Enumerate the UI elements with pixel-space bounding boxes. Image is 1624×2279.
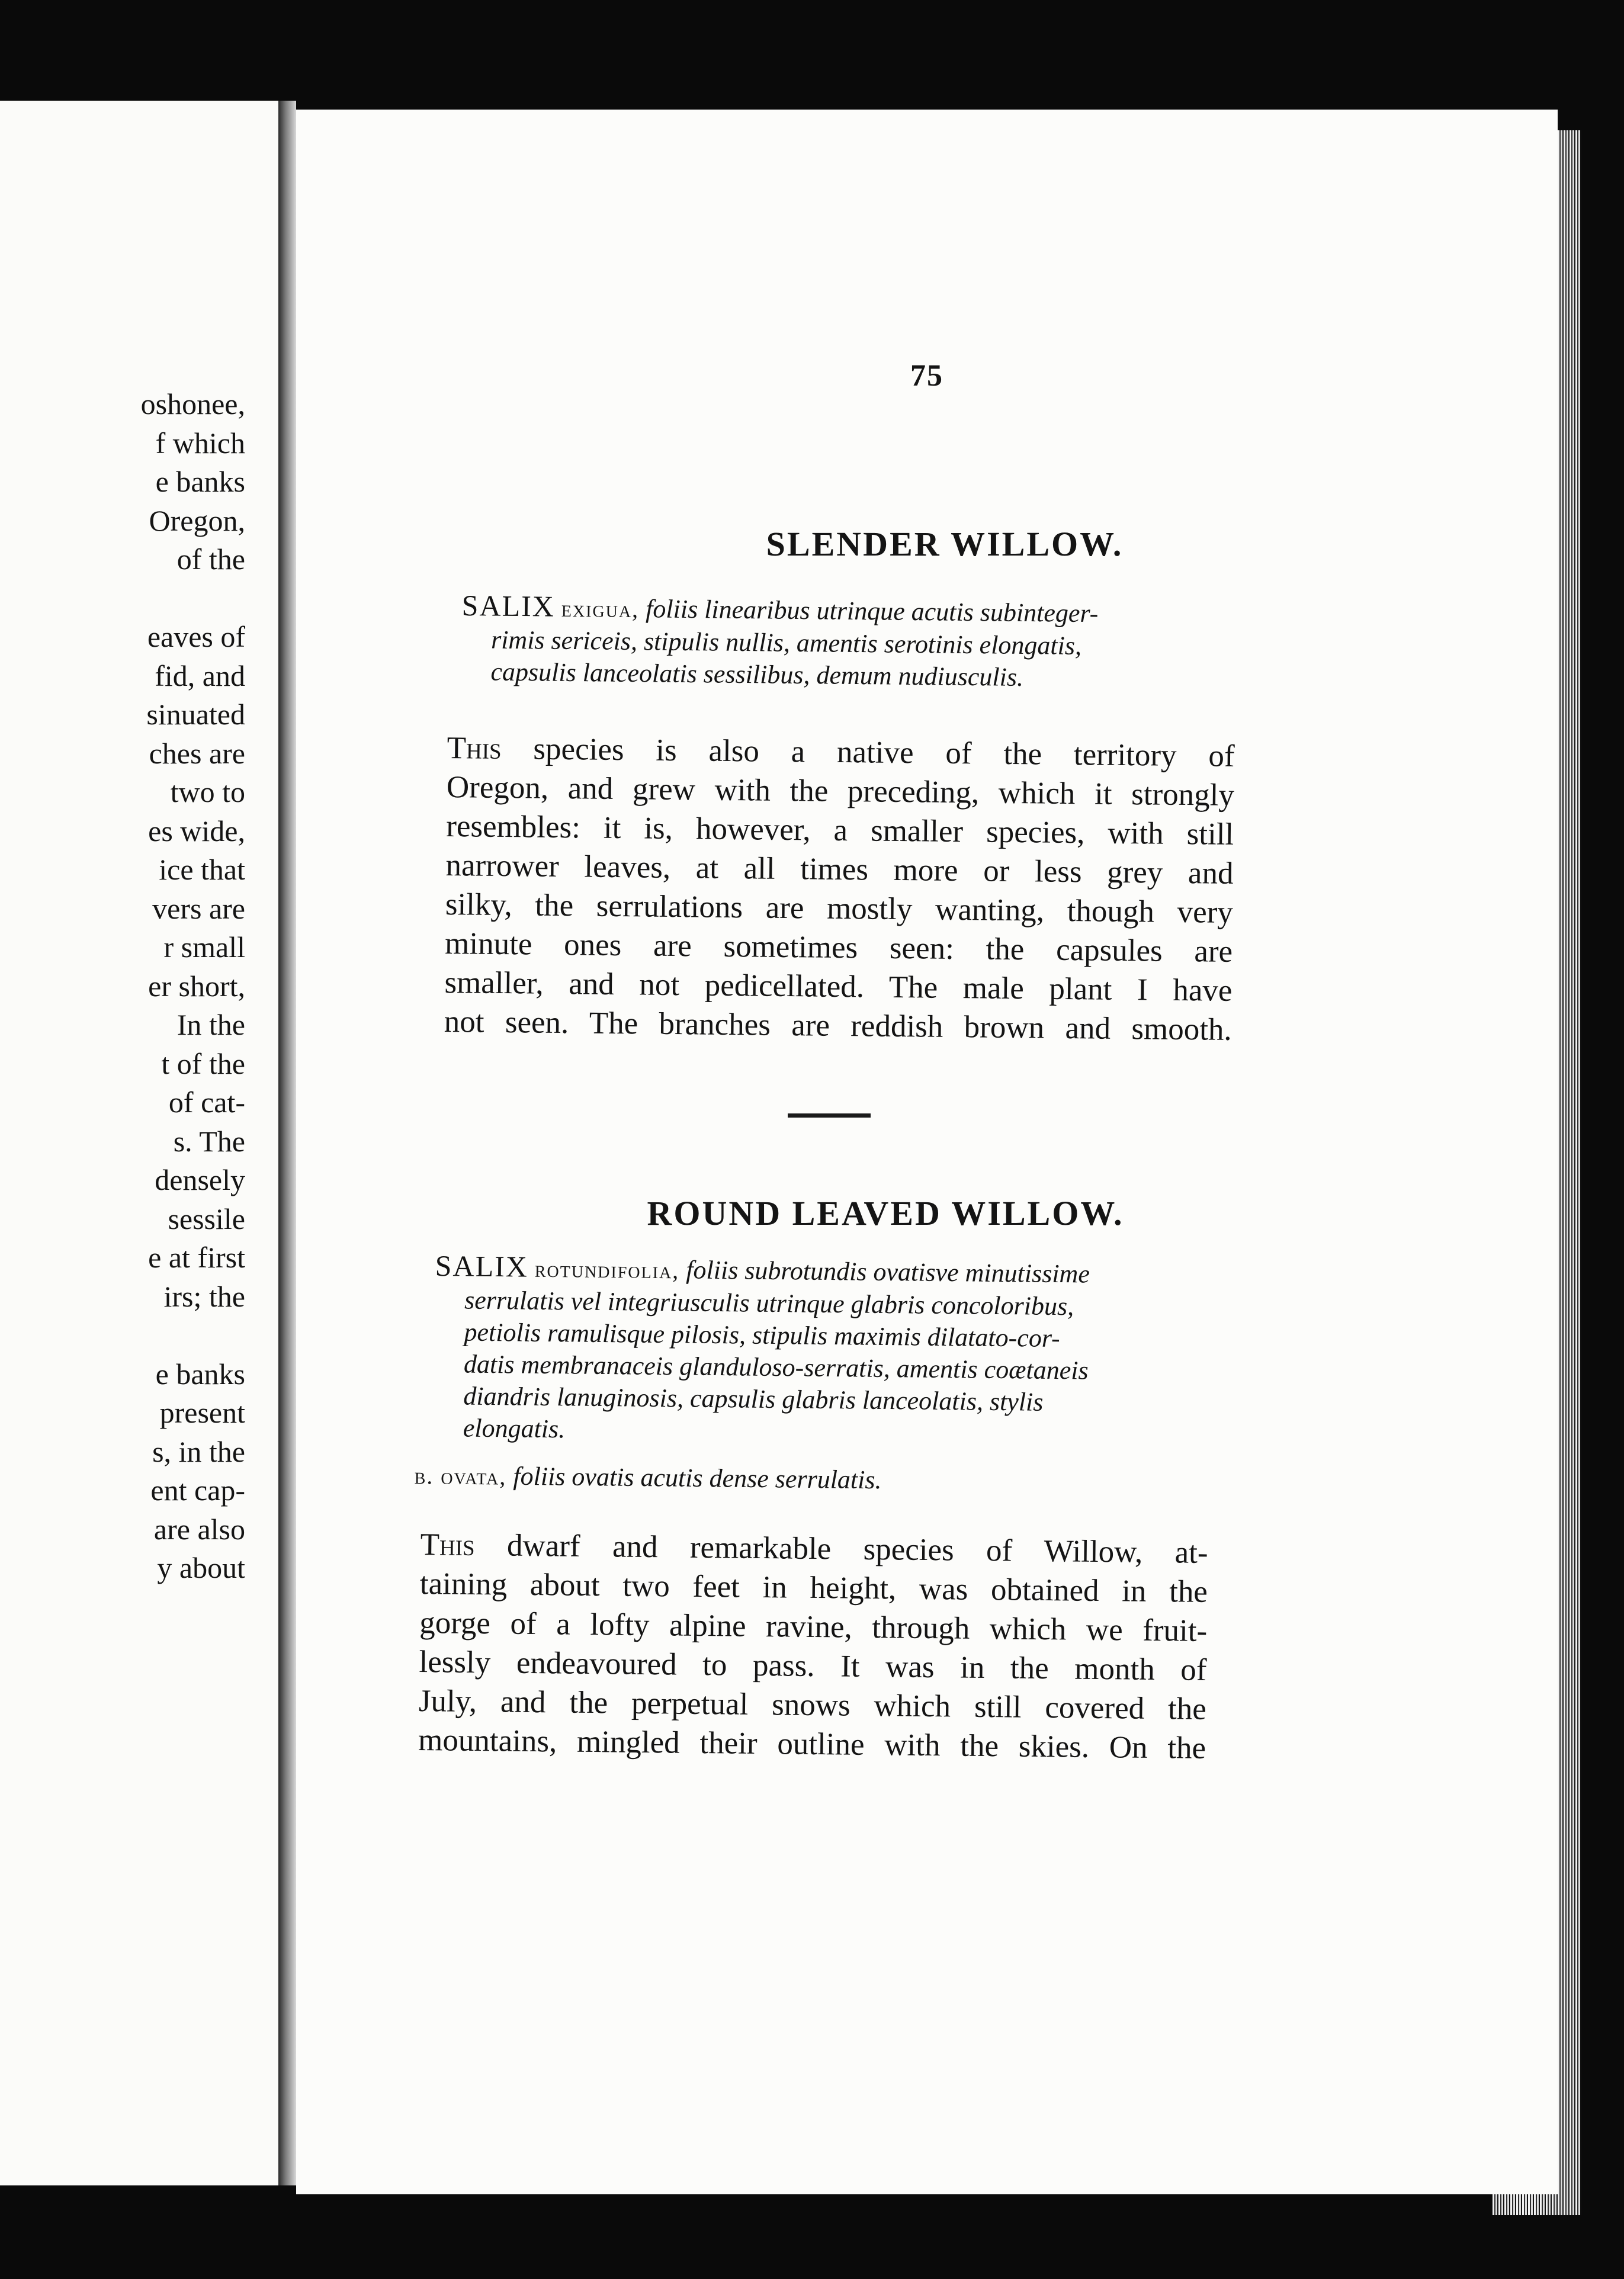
drop-word: This [420, 1527, 475, 1562]
section-heading-slender-willow: SLENDER WILLOW. [766, 525, 1124, 563]
right-page [296, 110, 1558, 2194]
book-gutter [278, 101, 296, 2185]
diagnosis-line: datis membranaceis glanduloso-serratis, amentis coætaneis [463, 1349, 1089, 1385]
left-page-line: two to [170, 775, 245, 808]
left-page-line: Oregon, [149, 503, 245, 537]
diagnosis-line: foliis subrotundis ovatisve minutissime [686, 1255, 1090, 1289]
left-page-line: of cat- [168, 1086, 245, 1119]
diagnosis-line: capsulis lanceolatis sessilibus, demum nudiusculis. [490, 657, 1024, 692]
diagnosis-line: petiolis ramulisque pilosis, stipulis maximis dilatato-cor- [464, 1317, 1060, 1353]
left-page-line [141, 579, 245, 618]
left-facing-page [0, 101, 282, 2185]
left-page-line: t of the [161, 1047, 245, 1080]
left-page-line: fid, and [155, 659, 245, 692]
variety-diagnosis-ovata [414, 1460, 881, 1495]
section-separator-rule [788, 1113, 871, 1118]
variety-label: β. ovata, [414, 1462, 507, 1490]
genus-name: SALIX [435, 1249, 529, 1283]
genus-name: SALIX [461, 589, 556, 623]
left-page-line: oshonee, [140, 387, 245, 421]
species-name: exigua, [561, 595, 640, 623]
variety-text: foliis ovatis acutis dense serrulatis. [513, 1461, 882, 1495]
left-page-line: e banks [155, 465, 245, 498]
body-line: smaller, and not pedicellated. The male plant I have [444, 965, 1233, 1008]
left-page-line: sinuated [146, 698, 245, 731]
left-page-line: ent cap- [150, 1474, 245, 1507]
species-name: rotundifolia, [534, 1255, 680, 1284]
latin-diagnosis-salix-rotundifolia [434, 1250, 1229, 1452]
body-line: dwarf and remarkable species of Willow, at- [474, 1527, 1208, 1570]
left-page-line: er short, [148, 969, 245, 1003]
body-line: mountains, mingled their outline with the skies. On the [418, 1722, 1206, 1766]
body-line: lessly endeavoured to pass. It was in the month of [419, 1644, 1207, 1687]
body-line: narrower leaves, at all times more or less grey and [445, 848, 1234, 891]
left-page-line: ice that [159, 853, 245, 886]
left-page-line: In the [176, 1008, 245, 1041]
left-page-line: sessile [168, 1202, 245, 1235]
body-line: taining about two feet in height, was obtained in the [419, 1566, 1208, 1609]
left-page-line [141, 1316, 245, 1355]
section-body-round-leaved-willow [418, 1525, 1208, 1768]
left-page-line: of the [176, 543, 245, 576]
left-page-line: f which [155, 426, 245, 460]
left-page-line: eaves of [147, 620, 245, 653]
left-page-line: es wide, [148, 814, 245, 848]
body-line: minute ones are sometimes seen: the capsules are [444, 926, 1233, 969]
section-heading-round-leaved-willow: ROUND LEAVED WILLOW. [647, 1194, 1124, 1232]
body-line: gorge of a lofty alpine ravine, through which we fruit- [419, 1605, 1208, 1648]
body-line: resembles: it is, however, a smaller species, with still [445, 808, 1234, 852]
left-page-line: are also [153, 1512, 245, 1546]
left-page-line: densely [155, 1163, 245, 1196]
left-page-line: y about [157, 1551, 245, 1584]
body-line: silky, the serrulations are mostly wanting, though very [445, 887, 1234, 930]
section-body-slender-willow [444, 728, 1234, 1049]
diagnosis-line: elongatis. [463, 1413, 566, 1444]
diagnosis-line: diandris lanuginosis, capsulis glabris lanceolatis, stylis [463, 1381, 1044, 1417]
left-page-line: r small [163, 930, 245, 964]
body-line: July, and the perpetual snows which still covered the [418, 1683, 1207, 1726]
left-page-line: e banks [155, 1357, 245, 1391]
body-line: not seen. The branches are reddish brown and smooth. [444, 1004, 1233, 1047]
page-number: 75 [910, 359, 943, 393]
left-page-line: ches are [149, 736, 245, 770]
diagnosis-line: foliis linearibus utrinque acutis subinteger- [645, 594, 1099, 628]
diagnosis-line: rimis sericeis, stipulis nullis, amentis serotinis elongatis, [490, 625, 1082, 660]
left-page-line: vers are [152, 891, 245, 925]
left-page-line: s. The [173, 1124, 245, 1158]
latin-diagnosis-salix-exigua [461, 589, 1256, 696]
left-page-line: irs; the [163, 1279, 245, 1313]
left-page-text [141, 385, 245, 1588]
body-line: species is also a native of the territory of [501, 731, 1235, 773]
left-page-line: s, in the [152, 1434, 245, 1468]
body-line: Oregon, and grew with the preceding, which it strongly [446, 769, 1235, 813]
diagnosis-line: serrulatis vel integriusculis utrinque glabris concoloribus, [464, 1285, 1074, 1321]
left-page-line: e at first [148, 1241, 245, 1274]
drop-word: This [447, 730, 502, 766]
left-page-line: present [159, 1396, 245, 1429]
